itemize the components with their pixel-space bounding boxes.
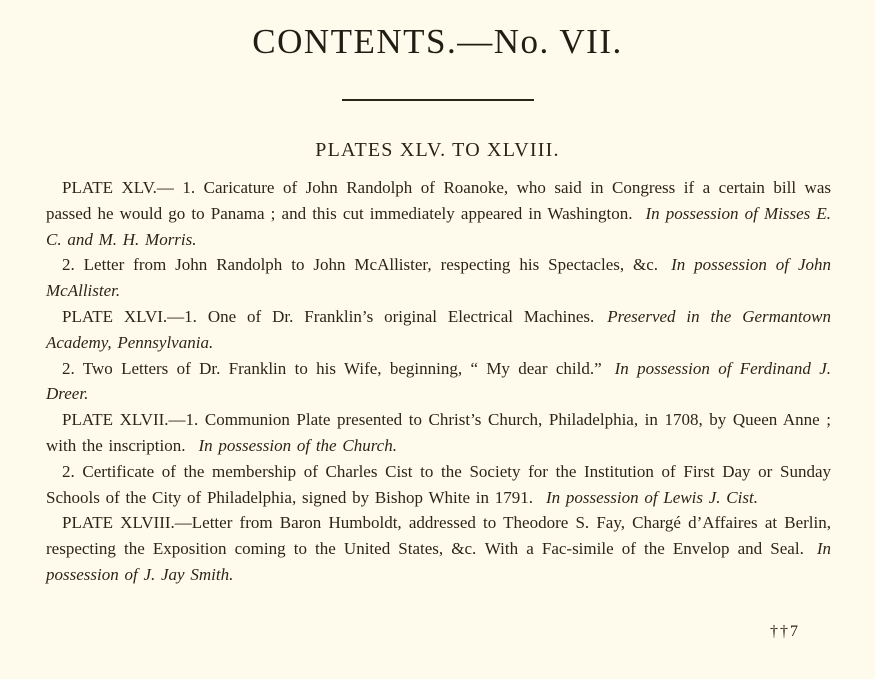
entry-credit: In possession of J. Jay Smith.	[46, 539, 831, 584]
title-divider	[342, 99, 534, 101]
entry-text: PLATE XLV.— 1. Caricature of John Randolph of Roanoke, who said in Congress if a certain bill was passed he would go to Panama ; and this cut immediately appeared in Washington.	[46, 178, 831, 223]
book-page	[0, 22, 875, 679]
contents-entry	[46, 510, 831, 587]
entry-text: PLATE XLVIII.—Letter from Baron Humboldt, addressed to Theodore S. Fay, Chargé d’Affaires at Berlin, respecting the Exposition coming to the United States, &c. With a Fac-simile of the Envelop and Seal.	[46, 513, 831, 559]
contents-entry	[46, 459, 831, 511]
entry-text: 2. Letter from John Randolph to John McAllister, respecting his Spectacles, &c.	[62, 255, 659, 275]
entry-credit: In possession of Misses E. C. and M. H. Morris.	[46, 203, 831, 249]
entry-credit: In possession of John McAllister.	[46, 255, 831, 301]
entry-credit: In possession of Ferdinand J. Dreer.	[46, 358, 831, 404]
entry-text: PLATE XLVI.—1. One of Dr. Franklin’s original Electrical Machines.	[62, 306, 595, 326]
entry-text: 2. Two Letters of Dr. Franklin to his Wife, beginning, “ My dear child.”	[62, 358, 602, 378]
entry-credit: In possession of Lewis J. Cist.	[545, 487, 758, 507]
signature-mark: ††7	[770, 623, 800, 640]
contents-list	[46, 175, 831, 588]
contents-entry	[46, 252, 831, 304]
entry-credit: Preserved in the Germantown Academy, Pennsylvania.	[46, 306, 831, 352]
section-heading: PLATES XLV. TO XLVIII.	[315, 139, 560, 161]
entry-text: PLATE XLVII.—1. Communion Plate presented to Christ’s Church, Philadelphia, in 1708, by Queen Anne ; with the inscription.	[46, 410, 831, 455]
contents-entry	[46, 175, 831, 252]
entry-text: 2. Certificate of the membership of Charles Cist to the Society for the Institution of First Day or Sunday Schools of the City of Philadelphia, signed by Bishop White in 1791.	[46, 461, 831, 507]
entry-credit: In possession of the Church.	[198, 435, 397, 455]
page-title: CONTENTS.—No. VII.	[252, 22, 623, 61]
contents-entry	[46, 407, 831, 459]
contents-entry	[46, 304, 831, 356]
contents-entry	[46, 356, 831, 408]
